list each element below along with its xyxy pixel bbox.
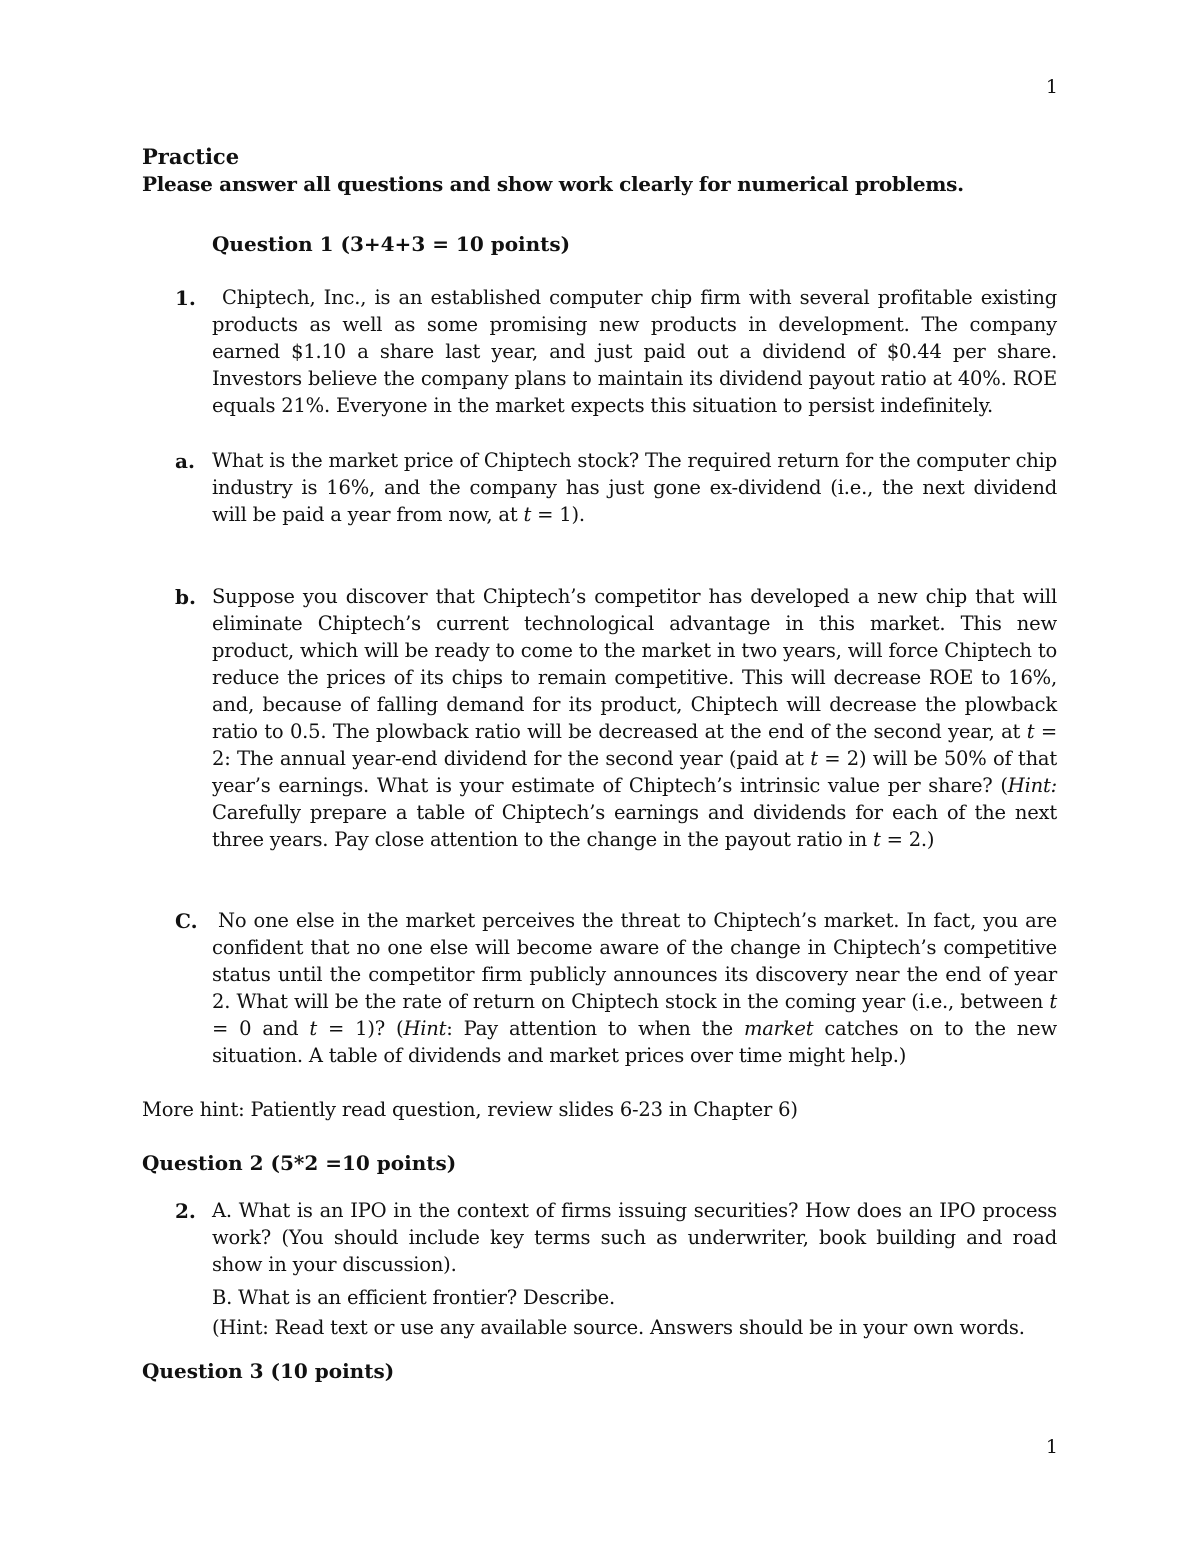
question-2-part-b: B. What is an efficient frontier? Describe. xyxy=(212,1286,616,1309)
document-title: Practice xyxy=(142,144,240,169)
question-1a-marker: a. xyxy=(175,449,195,473)
question-1b-marker: b. xyxy=(175,585,196,609)
question-1c-marker: C. xyxy=(175,909,198,933)
document-instructions: Please answer all questions and show work clearly for numerical problems. xyxy=(142,172,964,196)
page-number-bottom: 1 xyxy=(1045,1436,1058,1458)
question-1b-text: Suppose you discover that Chiptech’s competitor has developed a new chip that will eliminate Chiptech’s current technological advantage in this market. This new product, which will be ready to come to the market in two years, will force Chiptech to reduce the prices of its chips to remain competitive. This will decrease ROE to 16%, and, because of falling demand for its product, Chiptech will decrease the plowback ratio to 0.5. The plowback ratio will be decreased at the end of the second year, at t = 2: The annual year-end dividend for the second year (paid at t = 2) will be 50% of that year’s earnings. What is your estimate of Chiptech’s intrinsic value per share? (Hint: Carefully prepare a table of Chiptech’s earnings and dividends for each of the next three years. Pay close attention to the change in the payout ratio in t = 2.) xyxy=(212,585,1058,851)
question-1-more-hint: More hint: Patiently read question, review slides 6-23 in Chapter 6) xyxy=(142,1098,798,1121)
question-2-number: 2. xyxy=(175,1199,196,1223)
question-3-heading: Question 3 (10 points) xyxy=(142,1359,395,1383)
question-2-heading: Question 2 (5*2 =10 points) xyxy=(142,1151,457,1175)
question-1-number: 1. xyxy=(175,286,196,310)
question-2-part-a: A. What is an IPO in the context of firms issuing securities? How does an IPO process work? (You should include key terms such as underwriter, book building and road show in your discussion). xyxy=(212,1199,1057,1276)
question-1-intro: Chiptech, Inc., is an established computer chip firm with several profitable existing products as well as some promising new products in development. The company earned $1.10 a share last year, and just paid out a dividend of $0.44 per share. Investors believe the company plans to maintain its dividend payout ratio at 40%. ROE equals 21%. Everyone in the market expects this situation to persist indefinitely. xyxy=(212,286,1057,417)
question-1c-text: No one else in the market perceives the threat to Chiptech’s market. In fact, you are confident that no one else will become aware of the change in Chiptech’s competitive status until the competitor firm publicly announces its discovery near the end of year 2. What will be the rate of return on Chiptech stock in the coming year (i.e., between t = 0 and t = 1)? (Hint: Pay attention to when the market catches on to the new situation. A table of dividends and market prices over time might help.) xyxy=(212,909,1057,1067)
question-1-heading: Question 1 (3+4+3 = 10 points) xyxy=(212,232,571,256)
page-number-top: 1 xyxy=(1045,76,1058,98)
question-2-hint: (Hint: Read text or use any available source. Answers should be in your own words. xyxy=(212,1316,1025,1339)
question-1a-text: What is the market price of Chiptech stock? The required return for the computer chip industry is 16%, and the company has just gone ex-dividend (i.e., the next dividend will be paid a year from now, at t = 1). xyxy=(212,449,1057,526)
